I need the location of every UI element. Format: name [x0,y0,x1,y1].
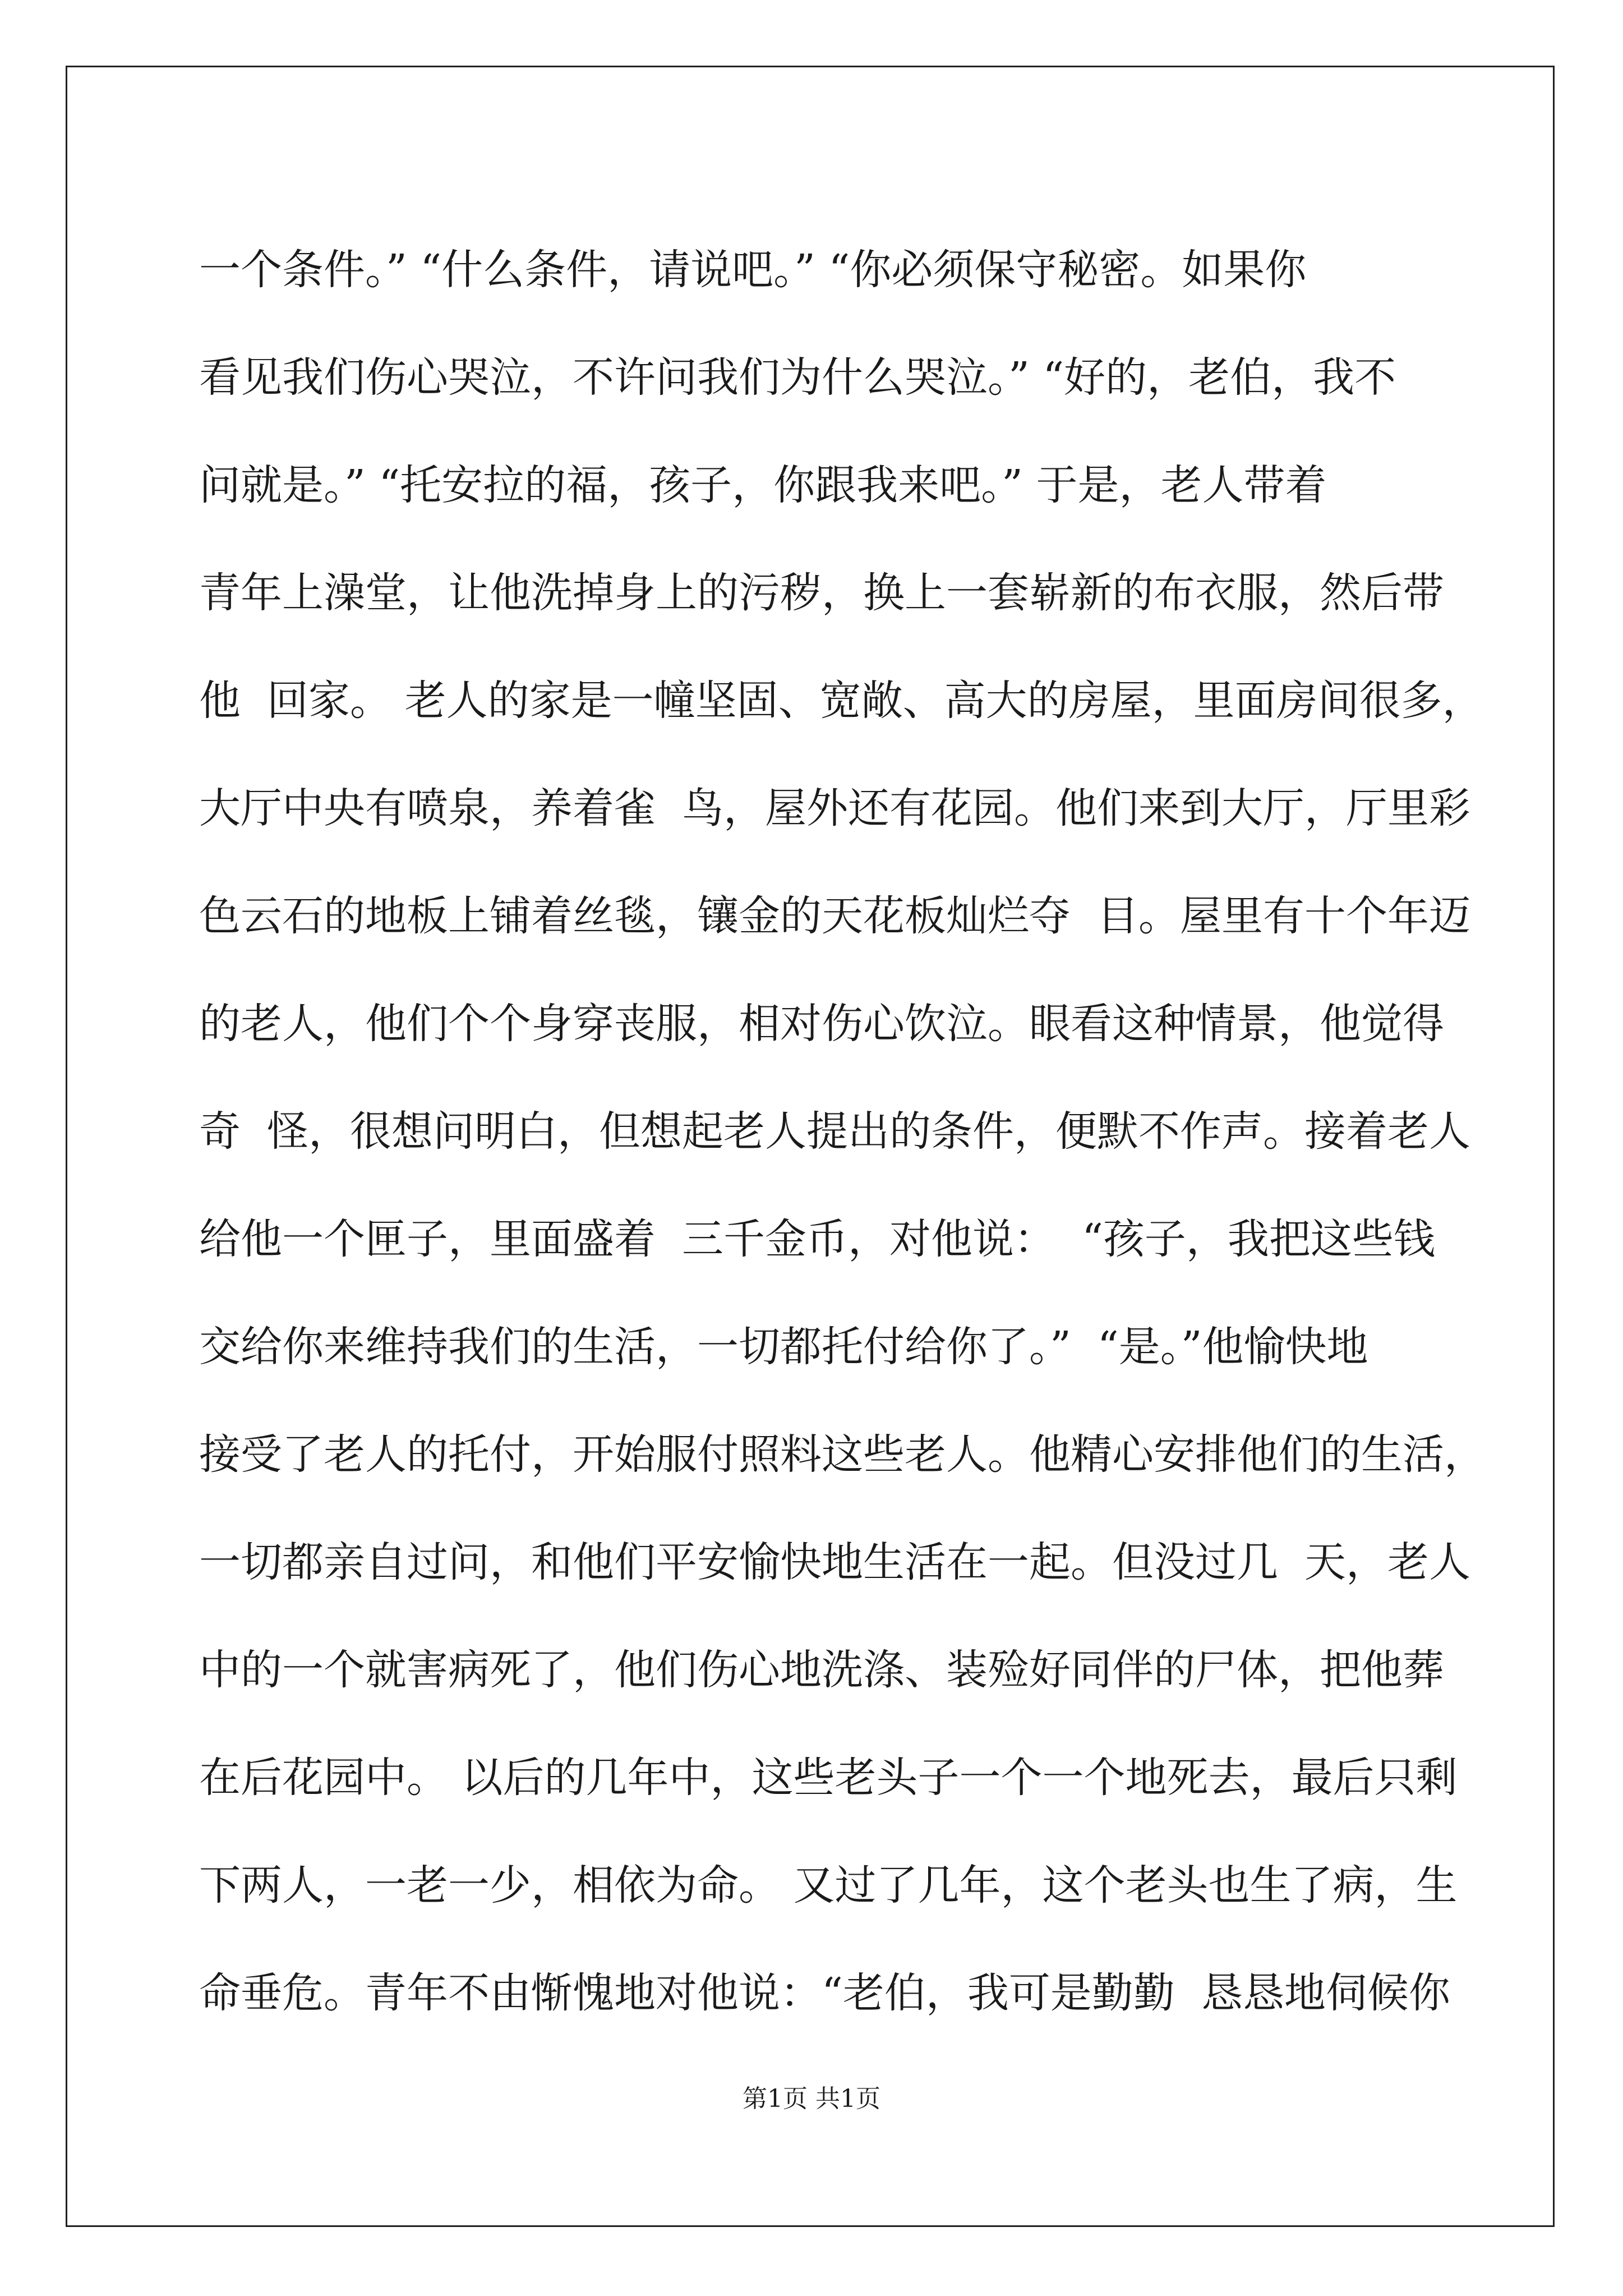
text-line: 大厅中央有喷泉，养着雀 鸟，屋外还有花园。他们来到大厅，厅里彩 [199,784,1471,832]
text-line: 青年上澡堂，让他洗掉身上的污秽，换上一套崭新的布衣服，然后带 [199,569,1444,617]
text-line: 接受了老人的托付，开始服付照料这些老人。他精心安排他们的生活， [199,1430,1486,1479]
text-line: 交给你来维持我们的生活，一切都托付给你了。” “是。”他愉快地 [199,1323,1368,1371]
text-line: 命垂危。青年不由惭愧地对他说：“老伯，我可是勤勤 恳恳地伺候你 [199,1969,1450,2017]
page-number: 第1页 共1页 [743,2085,880,2113]
text-line: 的老人，他们个个身穿丧服，相对伤心饮泣。眼看这种情景，他觉得 [199,1000,1444,1048]
text-line: 色云石的地板上铺着丝毯，镶金的天花板灿烂夺 目。屋里有十个年迈 [199,892,1471,940]
text-line: 一切都亲自过问，和他们平安愉快地生活在一起。但没过几 天，老人 [199,1538,1471,1586]
text-line: 看见我们伤心哭泣，不许问我们为什么哭泣。” “好的，老伯，我不 [199,353,1396,402]
text-line: 中的一个就害病死了，他们伤心地洗涤、装殓好同伴的尸体，把他葬 [199,1646,1444,1694]
text-line: 他 回家。 老人的家是一幢坚固、宽敞、高大的房屋，里面房间很多， [199,677,1484,725]
document-body [199,216,1486,2047]
text-line: 一个条件。” “什么条件，请说吧。” “你必须保守秘密。如果你 [199,246,1307,294]
text-line: 奇 怪，很想问明白，但想起老人提出的条件，便默不作声。接着老人 [199,1107,1471,1156]
text-line: 下两人，一老一少，相依为命。 又过了几年，这个老头也生了病，生 [199,1861,1458,1910]
text-line: 在后花园中。 以后的几年中，这些老头子一个一个地死去，最后只剩 [199,1754,1458,1802]
text-line: 问就是。” “托安拉的福，孩子，你跟我来吧。” 于是，老人带着 [199,461,1327,509]
text-line: 给他一个匣子，里面盛着 三千金币，对他说： “孩子，我把这些钱 [199,1215,1435,1263]
page-footer [0,2078,1623,2114]
